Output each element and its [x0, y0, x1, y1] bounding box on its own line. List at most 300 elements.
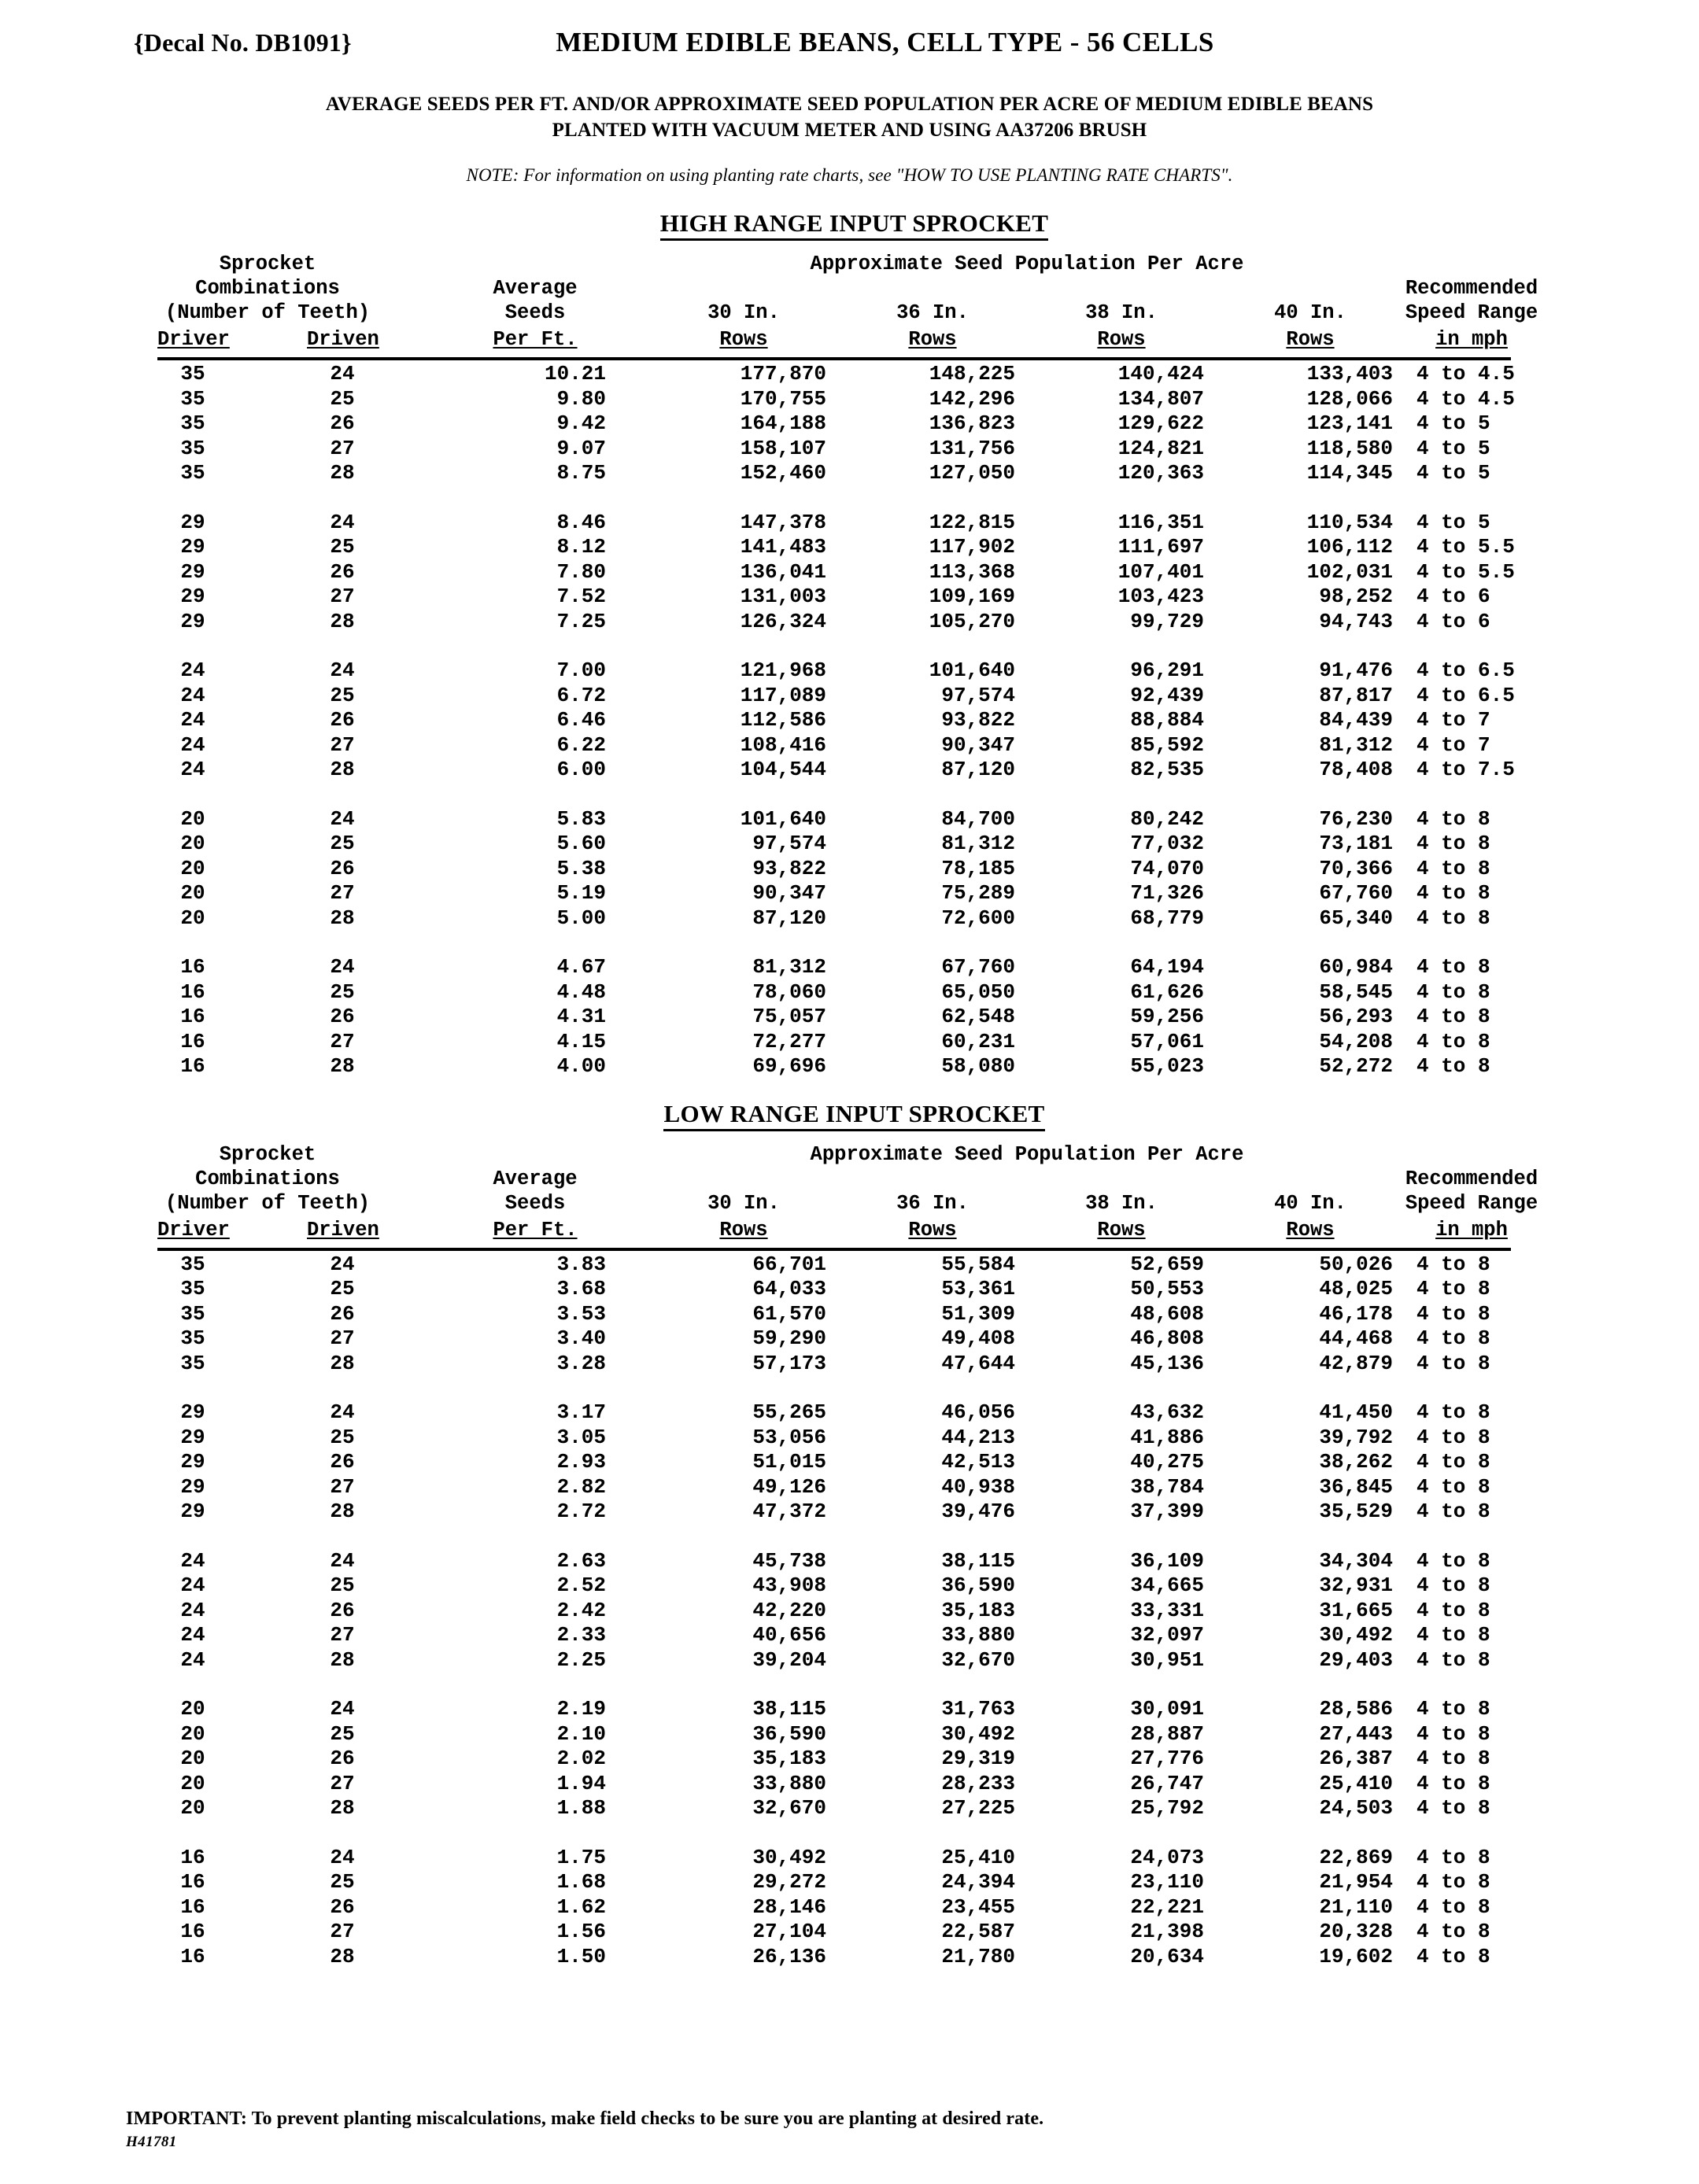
cell-driver: 24 — [180, 1548, 205, 1573]
cell-40in-rows: 56,293 — [1319, 1005, 1393, 1028]
table-row — [0, 1945, 1699, 1970]
cell-driver: 20 — [180, 832, 205, 855]
cell-avg-seeds-per-ft: 1.68 — [556, 1870, 606, 1894]
cell-38in-rows: 33,331 — [1130, 1598, 1204, 1622]
cell-speed-range: 4 to 8 — [1416, 1351, 1490, 1375]
cell-avg-seeds-per-ft: 6.46 — [556, 708, 606, 732]
low-range-title-text: LOW RANGE INPUT SPROCKET — [663, 1100, 1044, 1131]
cell-driver: 29 — [180, 535, 205, 559]
cell-38in-rows: 32,097 — [1130, 1623, 1204, 1647]
cell-driven: 25 — [330, 1425, 355, 1449]
cell-36in-rows: 65,050 — [941, 979, 1015, 1004]
cell-30in-rows: 29,272 — [752, 1870, 826, 1894]
cell-30in-rows: 78,060 — [752, 979, 826, 1004]
cell-36in-rows: 97,574 — [941, 683, 1015, 707]
cell-40in-rows: 30,492 — [1319, 1623, 1393, 1647]
cell-speed-range: 4 to 8 — [1416, 1598, 1490, 1622]
header-40in-rows — [1228, 1218, 1393, 1242]
cell-40in-rows: 35,529 — [1319, 1500, 1393, 1523]
cell-36in-rows: 72,600 — [941, 906, 1015, 930]
cell-avg-seeds-per-ft: 5.19 — [556, 881, 606, 905]
cell-36in-rows: 35,183 — [941, 1598, 1015, 1622]
subtitle-line-1: AVERAGE SEEDS PER FT. AND/OR APPROXIMATE SEED POPULATION PER ACRE OF MEDIUM EDIBLE BEANS — [325, 94, 1374, 115]
cell-driver: 20 — [180, 881, 205, 905]
cell-30in-rows: 81,312 — [752, 955, 826, 979]
important-label: IMPORTANT: — [126, 2108, 247, 2129]
cell-avg-seeds-per-ft: 4.15 — [556, 1029, 606, 1053]
cell-40in-rows: 52,272 — [1319, 1054, 1393, 1078]
high-range-section-title — [0, 209, 1699, 238]
cell-38in-rows: 82,535 — [1130, 758, 1204, 781]
cell-avg-seeds-per-ft: 2.25 — [556, 1647, 606, 1672]
cell-30in-rows: 131,003 — [740, 585, 826, 608]
cell-30in-rows: 30,492 — [752, 1845, 826, 1869]
cell-driver: 20 — [180, 1697, 205, 1721]
cell-avg-seeds-per-ft: 5.83 — [556, 806, 606, 831]
cell-driven: 26 — [330, 411, 355, 435]
header-recommended: Recommended — [1405, 1167, 1538, 1190]
cell-40in-rows: 38,262 — [1319, 1450, 1393, 1474]
cell-avg-seeds-per-ft: 1.50 — [556, 1944, 606, 1968]
cell-driver: 20 — [180, 1721, 205, 1746]
cell-driven: 28 — [330, 1351, 355, 1375]
cell-speed-range: 4 to 8 — [1416, 1029, 1490, 1053]
header-in-mph — [1369, 327, 1574, 352]
cell-40in-rows: 73,181 — [1319, 832, 1393, 855]
cell-30in-rows: 51,015 — [752, 1450, 826, 1474]
cell-36in-rows: 87,120 — [941, 758, 1015, 781]
table-row — [0, 1623, 1699, 1648]
cell-36in-rows: 23,455 — [941, 1894, 1015, 1919]
table-row — [0, 1005, 1699, 1030]
cell-38in-rows: 23,110 — [1130, 1870, 1204, 1894]
cell-30in-rows: 136,041 — [740, 559, 826, 584]
cell-driver: 35 — [180, 1252, 205, 1276]
cell-36in-rows: 46,056 — [941, 1400, 1015, 1424]
cell-36in-rows: 40,938 — [941, 1474, 1015, 1499]
cell-driven: 26 — [330, 1301, 355, 1326]
cell-30in-rows: 101,640 — [740, 806, 826, 831]
table-row — [0, 1796, 1699, 1821]
cell-driven: 27 — [330, 436, 355, 460]
cell-driver: 35 — [180, 1301, 205, 1326]
cell-avg-seeds-per-ft: 9.80 — [556, 386, 606, 411]
cell-38in-rows: 140,424 — [1117, 362, 1204, 386]
cell-36in-rows: 101,640 — [929, 659, 1015, 682]
cell-driver: 29 — [180, 1425, 205, 1449]
cell-driver: 29 — [180, 1474, 205, 1499]
cell-36in-rows: 109,169 — [929, 585, 1015, 608]
table-row — [0, 857, 1699, 882]
cell-speed-range: 4 to 8 — [1416, 1573, 1490, 1597]
cell-30in-rows: 90,347 — [752, 881, 826, 905]
cell-avg-seeds-per-ft: 7.25 — [556, 609, 606, 633]
table-row — [0, 881, 1699, 906]
low-range-section-title — [0, 1100, 1699, 1128]
cell-38in-rows: 77,032 — [1130, 832, 1204, 855]
cell-36in-rows: 38,115 — [941, 1548, 1015, 1573]
cell-avg-seeds-per-ft: 4.48 — [556, 979, 606, 1004]
table-row — [0, 1549, 1699, 1574]
table-row — [0, 659, 1699, 684]
cell-avg-seeds-per-ft: 5.60 — [556, 832, 606, 855]
cell-avg-seeds-per-ft: 7.52 — [556, 585, 606, 608]
cell-30in-rows: 27,104 — [752, 1920, 826, 1943]
cell-40in-rows: 60,984 — [1319, 955, 1393, 979]
cell-driven: 27 — [330, 1771, 355, 1795]
table-row — [0, 1747, 1699, 1772]
planting-rate-chart-page — [0, 28, 1699, 2184]
header-36in-rows — [850, 327, 1015, 352]
cell-driven: 25 — [330, 1870, 355, 1894]
cell-30in-rows: 53,056 — [752, 1425, 826, 1449]
cell-avg-seeds-per-ft: 6.72 — [556, 683, 606, 707]
header-40in-rows-text: Rows — [1286, 1218, 1335, 1241]
cell-36in-rows: 24,394 — [941, 1870, 1015, 1894]
cell-avg-seeds-per-ft: 3.68 — [556, 1277, 606, 1300]
header-number-of-teeth: (Number of Teeth) — [164, 301, 371, 324]
cell-36in-rows: 105,270 — [929, 609, 1015, 633]
cell-40in-rows: 98,252 — [1319, 585, 1393, 608]
cell-36in-rows: 78,185 — [941, 856, 1015, 880]
cell-speed-range: 4 to 6.5 — [1416, 683, 1515, 707]
cell-40in-rows: 91,476 — [1319, 659, 1393, 682]
cell-30in-rows: 61,570 — [752, 1301, 826, 1326]
cell-40in-rows: 44,468 — [1319, 1326, 1393, 1350]
cell-speed-range: 4 to 8 — [1416, 806, 1490, 831]
cell-driven: 27 — [330, 732, 355, 757]
cell-driver: 16 — [180, 1005, 205, 1028]
cell-30in-rows: 38,115 — [752, 1697, 826, 1721]
cell-38in-rows: 25,792 — [1130, 1796, 1204, 1820]
header-in-mph — [1369, 1218, 1574, 1242]
cell-30in-rows: 93,822 — [752, 856, 826, 880]
cell-avg-seeds-per-ft: 2.19 — [556, 1697, 606, 1721]
cell-speed-range: 4 to 8 — [1416, 1721, 1490, 1746]
cell-38in-rows: 124,821 — [1117, 436, 1204, 460]
cell-30in-rows: 66,701 — [752, 1252, 826, 1276]
cell-driven: 26 — [330, 559, 355, 584]
cell-40in-rows: 22,869 — [1319, 1845, 1393, 1869]
header-30in-rows — [661, 327, 826, 352]
cell-38in-rows: 50,553 — [1130, 1277, 1204, 1300]
cell-38in-rows: 85,592 — [1130, 732, 1204, 757]
cell-30in-rows: 32,670 — [752, 1796, 826, 1820]
cell-30in-rows: 97,574 — [752, 832, 826, 855]
table-row — [0, 906, 1699, 932]
table-row-group — [0, 659, 1699, 783]
table-row — [0, 1450, 1699, 1475]
header-30in: 30 In. — [707, 301, 780, 324]
header-driven — [307, 327, 378, 352]
cell-avg-seeds-per-ft: 4.67 — [556, 955, 606, 979]
cell-avg-seeds-per-ft: 1.56 — [556, 1920, 606, 1943]
header-average: Average — [493, 277, 578, 300]
table-row — [0, 1252, 1699, 1278]
cell-36in-rows: 27,225 — [941, 1796, 1015, 1820]
cell-avg-seeds-per-ft: 10.21 — [544, 362, 606, 386]
cell-driven: 25 — [330, 1721, 355, 1746]
cell-speed-range: 4 to 8 — [1416, 955, 1490, 979]
cell-avg-seeds-per-ft: 5.38 — [556, 856, 606, 880]
cell-40in-rows: 20,328 — [1319, 1920, 1393, 1943]
cell-40in-rows: 87,817 — [1319, 683, 1393, 707]
cell-avg-seeds-per-ft: 8.75 — [556, 461, 606, 485]
cell-avg-seeds-per-ft: 2.72 — [556, 1500, 606, 1523]
cell-driven: 28 — [330, 461, 355, 485]
cell-avg-seeds-per-ft: 1.75 — [556, 1845, 606, 1869]
high-range-table — [0, 252, 1699, 1079]
cell-driven: 26 — [330, 1747, 355, 1770]
cell-36in-rows: 60,231 — [941, 1029, 1015, 1053]
table-row — [0, 1302, 1699, 1327]
cell-driven: 28 — [330, 1796, 355, 1820]
cell-driven: 28 — [330, 609, 355, 633]
cell-30in-rows: 39,204 — [752, 1647, 826, 1672]
header-driven-text: Driven — [307, 328, 379, 351]
table-row — [0, 1870, 1699, 1895]
document-subtitle — [0, 91, 1699, 143]
cell-driver: 35 — [180, 436, 205, 460]
table-row — [0, 560, 1699, 585]
cell-30in-rows: 164,188 — [740, 411, 826, 435]
cell-speed-range: 4 to 6 — [1416, 585, 1490, 608]
cell-avg-seeds-per-ft: 3.53 — [556, 1301, 606, 1326]
cell-40in-rows: 42,879 — [1319, 1351, 1393, 1375]
cell-speed-range: 4 to 8 — [1416, 1054, 1490, 1078]
cell-speed-range: 4 to 8 — [1416, 1796, 1490, 1820]
header-38in-rows — [1039, 1218, 1204, 1242]
cell-38in-rows: 129,622 — [1117, 411, 1204, 435]
cell-avg-seeds-per-ft: 2.10 — [556, 1721, 606, 1746]
cell-speed-range: 4 to 8 — [1416, 906, 1490, 930]
cell-avg-seeds-per-ft: 2.52 — [556, 1573, 606, 1597]
cell-36in-rows: 21,780 — [941, 1944, 1015, 1968]
low-range-table-header — [0, 1142, 1699, 1252]
cell-30in-rows: 36,590 — [752, 1721, 826, 1746]
table-row-group — [0, 807, 1699, 932]
cell-driver: 35 — [180, 411, 205, 435]
document-footer — [126, 2108, 1621, 2151]
table-row — [0, 437, 1699, 462]
cell-38in-rows: 88,884 — [1130, 708, 1204, 732]
cell-40in-rows: 27,443 — [1319, 1721, 1393, 1746]
cell-driven: 28 — [330, 758, 355, 781]
cell-38in-rows: 103,423 — [1117, 585, 1204, 608]
cell-30in-rows: 177,870 — [740, 362, 826, 386]
cell-36in-rows: 55,584 — [941, 1252, 1015, 1276]
cell-speed-range: 4 to 6 — [1416, 609, 1490, 633]
header-seeds: Seeds — [504, 1191, 566, 1215]
cell-36in-rows: 148,225 — [929, 362, 1015, 386]
header-38in-rows-text: Rows — [1097, 1218, 1146, 1241]
cell-speed-range: 4 to 8 — [1416, 979, 1490, 1004]
cell-30in-rows: 55,265 — [752, 1400, 826, 1424]
cell-40in-rows: 50,026 — [1319, 1252, 1393, 1276]
cell-38in-rows: 64,194 — [1130, 955, 1204, 979]
cell-driver: 24 — [180, 758, 205, 781]
cell-38in-rows: 40,275 — [1130, 1450, 1204, 1474]
cell-40in-rows: 123,141 — [1306, 411, 1393, 435]
cell-speed-range: 4 to 5.5 — [1416, 559, 1515, 584]
cell-driver: 16 — [180, 1894, 205, 1919]
cell-40in-rows: 118,580 — [1306, 436, 1393, 460]
cell-36in-rows: 47,644 — [941, 1351, 1015, 1375]
cell-speed-range: 4 to 8 — [1416, 881, 1490, 905]
cell-30in-rows: 75,057 — [752, 1005, 826, 1028]
cell-38in-rows: 80,242 — [1130, 806, 1204, 831]
cell-40in-rows: 39,792 — [1319, 1425, 1393, 1449]
header-30in-rows-text: Rows — [719, 1218, 768, 1241]
table-row — [0, 1054, 1699, 1079]
cell-speed-range: 4 to 8 — [1416, 1697, 1490, 1721]
cell-driver: 16 — [180, 979, 205, 1004]
table-row — [0, 461, 1699, 486]
table-row — [0, 1326, 1699, 1352]
cell-38in-rows: 22,221 — [1130, 1894, 1204, 1919]
cell-38in-rows: 27,776 — [1130, 1747, 1204, 1770]
header-30in-rows-text: Rows — [719, 328, 768, 351]
cell-40in-rows: 128,066 — [1306, 386, 1393, 411]
cell-driver: 24 — [180, 683, 205, 707]
cell-36in-rows: 127,050 — [929, 461, 1015, 485]
header-36in-rows-text: Rows — [908, 328, 957, 351]
cell-driver: 20 — [180, 806, 205, 831]
cell-38in-rows: 96,291 — [1130, 659, 1204, 682]
cell-38in-rows: 21,398 — [1130, 1920, 1204, 1943]
cell-30in-rows: 47,372 — [752, 1500, 826, 1523]
cell-38in-rows: 20,634 — [1130, 1944, 1204, 1968]
cell-speed-range: 4 to 8 — [1416, 1647, 1490, 1672]
header-population-group: Approximate Seed Population Per Acre — [810, 1142, 1244, 1166]
cell-driver: 35 — [180, 1277, 205, 1300]
cell-36in-rows: 22,587 — [941, 1920, 1015, 1943]
cell-speed-range: 4 to 7 — [1416, 708, 1490, 732]
table-row — [0, 362, 1699, 387]
cell-30in-rows: 64,033 — [752, 1277, 826, 1300]
subtitle-line-2: PLANTED WITH VACUUM METER AND USING AA37206 BRUSH — [552, 120, 1147, 141]
document-code: H41781 — [126, 2134, 177, 2150]
cell-driver: 35 — [180, 461, 205, 485]
cell-30in-rows: 26,136 — [752, 1944, 826, 1968]
cell-36in-rows: 136,823 — [929, 411, 1015, 435]
cell-speed-range: 4 to 8 — [1416, 1005, 1490, 1028]
cell-driver: 16 — [180, 1054, 205, 1078]
header-38in-rows-text: Rows — [1097, 328, 1146, 351]
cell-40in-rows: 31,665 — [1319, 1598, 1393, 1622]
cell-38in-rows: 41,886 — [1130, 1425, 1204, 1449]
cell-driven: 24 — [330, 1252, 355, 1276]
usage-note: NOTE: For information on using planting rate charts, see "HOW TO USE PLANTING RATE CHARTS". — [466, 165, 1233, 185]
cell-driver: 16 — [180, 1029, 205, 1053]
cell-driven: 26 — [330, 1450, 355, 1474]
header-40in-rows — [1228, 327, 1393, 352]
cell-38in-rows: 26,747 — [1130, 1771, 1204, 1795]
important-text: To prevent planting miscalculations, make field checks to be sure you are planting at desired rate. — [251, 2108, 1044, 2129]
table-row — [0, 1846, 1699, 1871]
cell-36in-rows: 42,513 — [941, 1450, 1015, 1474]
cell-speed-range: 4 to 8 — [1416, 1870, 1490, 1894]
cell-driven: 27 — [330, 1623, 355, 1647]
cell-driver: 35 — [180, 1326, 205, 1350]
cell-driven: 24 — [330, 510, 355, 534]
cell-38in-rows: 99,729 — [1130, 609, 1204, 633]
table-row — [0, 1772, 1699, 1797]
table-row-group — [0, 1846, 1699, 1970]
table-row — [0, 387, 1699, 412]
cell-30in-rows: 57,173 — [752, 1351, 826, 1375]
header-recommended: Recommended — [1405, 277, 1538, 300]
cell-avg-seeds-per-ft: 3.83 — [556, 1252, 606, 1276]
cell-driver: 29 — [180, 1500, 205, 1523]
cell-avg-seeds-per-ft: 6.00 — [556, 758, 606, 781]
cell-36in-rows: 28,233 — [941, 1771, 1015, 1795]
cell-36in-rows: 33,880 — [941, 1623, 1015, 1647]
cell-30in-rows: 152,460 — [740, 461, 826, 485]
cell-36in-rows: 49,408 — [941, 1326, 1015, 1350]
cell-36in-rows: 117,902 — [929, 535, 1015, 559]
high-range-title-text: HIGH RANGE INPUT SPROCKET — [660, 209, 1049, 241]
table-row — [0, 585, 1699, 610]
table-row-group — [0, 1697, 1699, 1821]
cell-speed-range: 4 to 8 — [1416, 832, 1490, 855]
cell-36in-rows: 67,760 — [941, 955, 1015, 979]
cell-38in-rows: 28,887 — [1130, 1721, 1204, 1746]
header-combinations: Combinations — [195, 1167, 340, 1190]
cell-avg-seeds-per-ft: 6.22 — [556, 732, 606, 757]
cell-driven: 24 — [330, 1845, 355, 1869]
cell-40in-rows: 70,366 — [1319, 856, 1393, 880]
header-rule — [157, 357, 1511, 360]
cell-36in-rows: 31,763 — [941, 1697, 1015, 1721]
table-row — [0, 832, 1699, 857]
header-in-mph-text: in mph — [1435, 1218, 1508, 1241]
header-38in: 38 In. — [1085, 301, 1158, 324]
high-range-table-header — [0, 252, 1699, 362]
cell-driven: 24 — [330, 1548, 355, 1573]
cell-driven: 26 — [330, 856, 355, 880]
cell-driven: 28 — [330, 1054, 355, 1078]
table-row — [0, 1599, 1699, 1624]
cell-avg-seeds-per-ft: 7.80 — [556, 559, 606, 584]
table-row-group — [0, 362, 1699, 486]
cell-driver: 24 — [180, 1623, 205, 1647]
cell-36in-rows: 113,368 — [929, 559, 1015, 584]
header-speed-range: Speed Range — [1405, 1191, 1538, 1215]
high-range-table-body — [0, 362, 1699, 1079]
cell-driven: 25 — [330, 1277, 355, 1300]
cell-driver: 20 — [180, 1771, 205, 1795]
cell-40in-rows: 65,340 — [1319, 906, 1393, 930]
table-row — [0, 1648, 1699, 1673]
cell-driven: 25 — [330, 535, 355, 559]
header-40in: 40 In. — [1274, 301, 1346, 324]
header-population-group: Approximate Seed Population Per Acre — [810, 253, 1244, 275]
cell-driver: 24 — [180, 1647, 205, 1672]
header-seeds: Seeds — [504, 301, 566, 324]
cell-driver: 24 — [180, 1573, 205, 1597]
cell-driver: 20 — [180, 1747, 205, 1770]
header-40in-rows-text: Rows — [1286, 328, 1335, 351]
document-header — [0, 28, 1699, 77]
header-per-ft-text: Per Ft. — [493, 328, 578, 351]
cell-speed-range: 4 to 5 — [1416, 510, 1490, 534]
table-row — [0, 758, 1699, 783]
cell-avg-seeds-per-ft: 8.12 — [556, 535, 606, 559]
cell-30in-rows: 112,586 — [740, 708, 826, 732]
cell-driver: 24 — [180, 1598, 205, 1622]
table-row-group — [0, 955, 1699, 1079]
